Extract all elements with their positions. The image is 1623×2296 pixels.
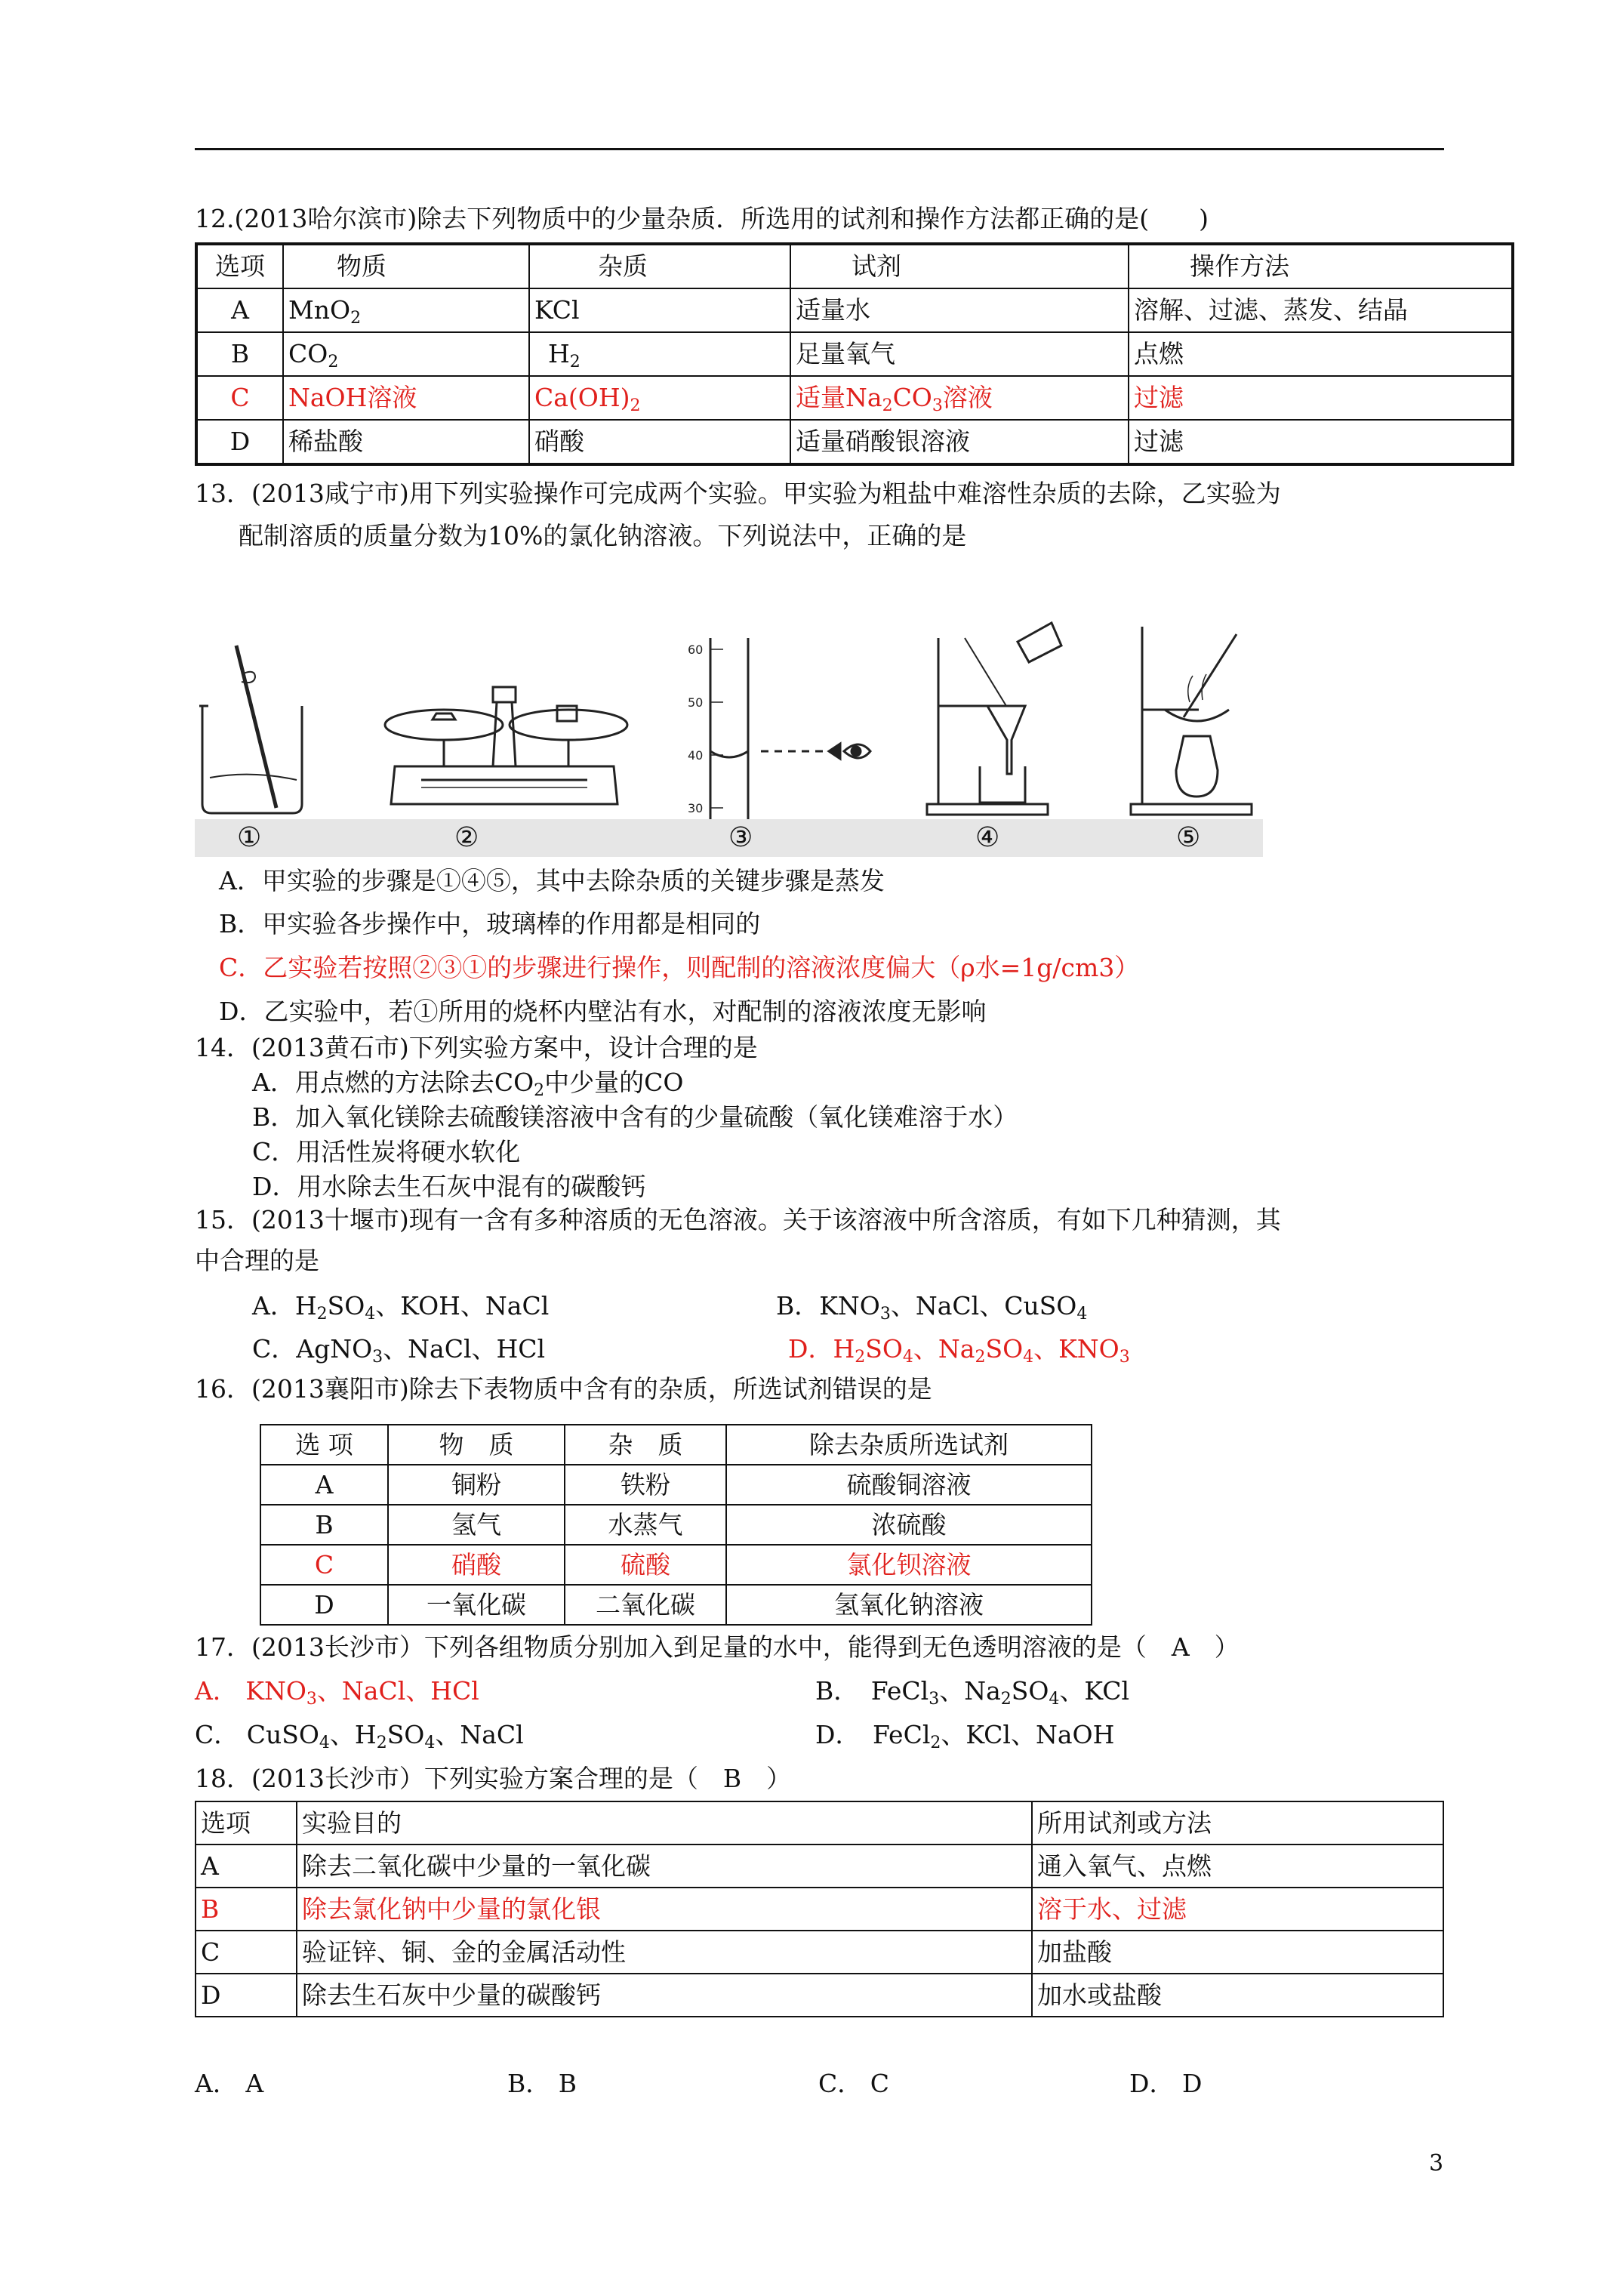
header-rule xyxy=(195,148,1444,150)
table-row: B 氢气 水蒸气 浓硫酸 xyxy=(260,1505,1092,1545)
q13-stem-line1: 13．(2013咸宁市)用下列实验操作可完成两个实验。甲实验为粗盐中难溶性杂质的去除，乙实验为 xyxy=(195,479,1281,508)
fig-label-2: ② xyxy=(454,822,479,853)
fig-label-3: ③ xyxy=(728,822,753,853)
q13-option-d: D．乙实验中，若①所用的烧杯内壁沾有水，对配制的溶液浓度无影响 xyxy=(219,997,987,1026)
q17-stem: 17．(2013长沙市）下列各组物质分别加入到足量的水中，能得到无色透明溶液的是（ A ） xyxy=(195,1632,1240,1662)
q13-option-c: C．乙实验若按照②③①的步骤进行操作，则配制的溶液浓度偏大（ρ水=1g/cm3） xyxy=(219,953,1140,982)
q18-answer-d: D． D xyxy=(1129,2069,1203,2098)
q18-table xyxy=(195,1801,1444,2017)
table-row: A MnO$_2$ KCl 适量水 溶解、过滤、蒸发、结晶 xyxy=(196,288,1513,332)
table-row: D 除去生石灰中少量的碳酸钙 加水或盐酸 xyxy=(196,1974,1443,2017)
svg-text:30: 30 xyxy=(688,801,704,815)
q14-stem: 14．(2013黄石市)下列实验方案中，设计合理的是 xyxy=(195,1033,758,1062)
q16-table xyxy=(260,1424,1092,1626)
table-row: D 一氧化碳 二氧化碳 氢氧化钠溶液 xyxy=(260,1585,1092,1625)
q13-stem-line2: 配制溶质的质量分数为10%的氯化钠溶液。下列说法中，正确的是 xyxy=(239,521,967,550)
q13-option-b: B．甲实验各步操作中，玻璃棒的作用都是相同的 xyxy=(219,909,761,938)
table-row-answer: B 除去氯化钠中少量的氯化银 溶于水、过滤 xyxy=(196,1888,1443,1931)
svg-text:50: 50 xyxy=(688,695,704,710)
q14-option-c: C．用活性炭将硬水软化 xyxy=(252,1137,521,1166)
evaporation-setup-icon xyxy=(1131,627,1252,815)
svg-text:40: 40 xyxy=(688,748,704,763)
q14-option-d: D．用水除去生石灰中混有的碳酸钙 xyxy=(252,1172,646,1201)
q14-option-a: A．用点燃的方法除去$CO_2$中少量的CO xyxy=(252,1068,684,1100)
beaker-stirring-icon xyxy=(199,646,302,813)
cylinder-tick-labels xyxy=(688,643,703,815)
q18-stem: 18．(2013长沙市）下列实验方案合理的是（ B ） xyxy=(195,1764,792,1793)
table-row: D 稀盐酸 硝酸 适量硝酸银溶液 过滤 xyxy=(196,420,1513,464)
q18-answer-c: C． C xyxy=(818,2069,889,2098)
q16-stem: 16．(2013襄阳市)除去下表物质中含有的杂质，所选试剂错误的是 xyxy=(195,1374,932,1404)
q12-stem: 12.(2013哈尔滨市)除去下列物质中的少量杂质．所选用的试剂和操作方法都正确的是( ) xyxy=(195,204,1209,233)
table-row: C 验证锌、铜、金的金属活动性 加盐酸 xyxy=(196,1931,1443,1974)
q15-option-a: A．$H_2SO_4$、KOH、NaCl xyxy=(252,1291,550,1324)
q15-stem-line2: 中合理的是 xyxy=(195,1246,319,1275)
fig-label-4: ④ xyxy=(975,822,1000,853)
q14-option-b: B．加入氧化镁除去硫酸镁溶液中含有的少量硫酸（氧化镁难溶于水） xyxy=(252,1102,1018,1132)
balance-scale-icon xyxy=(385,687,627,804)
q17-option-a: A． $KNO_3$、NaCl、HCl xyxy=(195,1676,479,1709)
fig-label-5: ⑤ xyxy=(1176,822,1201,853)
q15-option-b: B．$KNO_3$、NaCl、CuSO$_4$ xyxy=(776,1291,1088,1324)
graduated-cylinder-icon xyxy=(710,638,870,819)
q17-option-c: C． CuSO$_4$、$H_2SO_4$、NaCl xyxy=(195,1720,524,1752)
q17-option-d: D． FeCl$_2$、KCl、NaOH xyxy=(815,1720,1115,1752)
q13-option-a: A．甲实验的步骤是①④⑤，其中去除杂质的关键步骤是蒸发 xyxy=(219,866,885,895)
svg-text:60: 60 xyxy=(688,643,704,657)
q18-answer-a: A． A xyxy=(195,2069,264,2098)
q18-answer-b: B． B xyxy=(507,2069,577,2098)
q12-table xyxy=(195,242,1514,466)
q15-stem-line1: 15．(2013十堰市)现有一含有多种溶质的无色溶液。关于该溶液中所含溶质，有如下几种猜测，其 xyxy=(195,1205,1281,1234)
table-row: A 除去二氧化碳中少量的一氧化碳 通入氧气、点燃 xyxy=(196,1845,1443,1888)
table-header-row: 选 项 物 质 杂 质 除去杂质所选试剂 xyxy=(260,1425,1092,1465)
table-row-answer: C 硝酸 硫酸 氯化钡溶液 xyxy=(260,1545,1092,1585)
table-row: A 铜粉 铁粉 硫酸铜溶液 xyxy=(260,1465,1092,1505)
table-row: B $CO_2$ $H_2$ 足量氧气 点燃 xyxy=(196,332,1513,376)
fig-label-1: ① xyxy=(237,822,262,853)
table-header-row: 选项 物质 杂质 试剂 操作方法 xyxy=(196,244,1513,288)
page-number: 3 xyxy=(1429,2150,1444,2177)
q15-option-c: C．AgNO$_3$、NaCl、HCl xyxy=(252,1334,546,1367)
q15-option-d: D．$H_2SO_4$、$Na_2SO_4$、$KNO_3$ xyxy=(788,1334,1130,1367)
table-row-answer: C NaOH溶液 $Ca(OH)_2$ 适量$Na_2CO_3$溶液 过滤 xyxy=(196,376,1513,420)
filtration-setup-icon xyxy=(927,623,1061,815)
q17-option-b: B． FeCl$_3$、$Na_2SO_4$、KCl xyxy=(815,1676,1129,1709)
table-header-row: 选项 实验目的 所用试剂或方法 xyxy=(196,1801,1443,1845)
